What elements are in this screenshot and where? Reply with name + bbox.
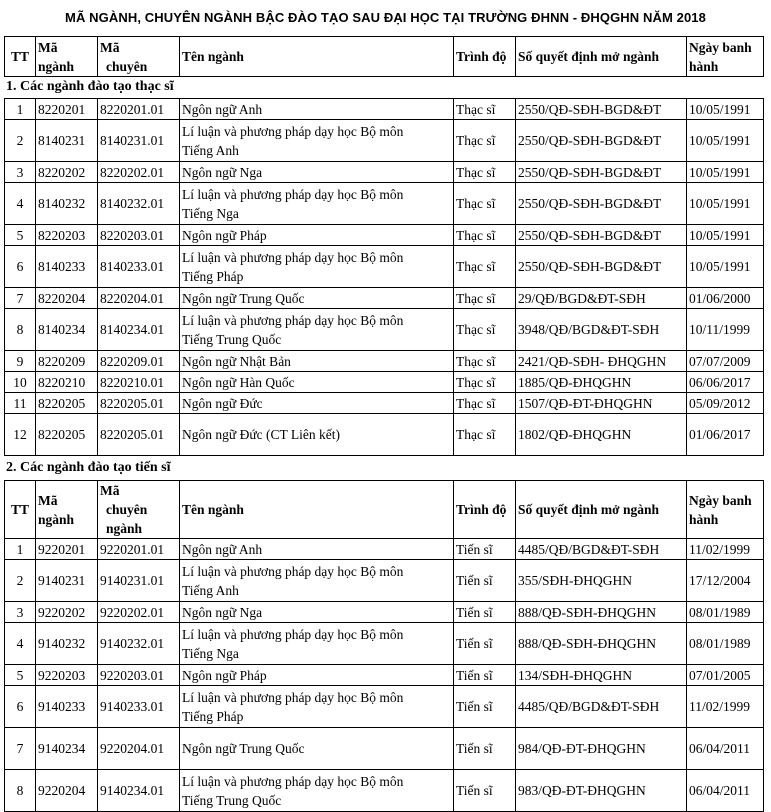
cell-trinh-do: Thạc sĩ bbox=[454, 309, 516, 351]
cell-so-quyet-dinh: 888/QĐ-SĐH-ĐHQGHN bbox=[516, 602, 687, 623]
cell-ma-chuyen: 9220203.01 bbox=[98, 665, 180, 686]
cell-ma-chuyen: 8220203.01 bbox=[98, 225, 180, 246]
header-table-doctoral bbox=[4, 480, 764, 539]
cell-so-quyet-dinh: 984/QĐ-ĐT-ĐHQGHN bbox=[516, 728, 687, 770]
cell-so-quyet-dinh: 2550/QĐ-SĐH-BGD&ĐT bbox=[516, 183, 687, 225]
cell-ngay-ban-hanh: 10/05/1991 bbox=[687, 99, 764, 120]
cell-ngay-ban-hanh: 10/05/1991 bbox=[687, 120, 764, 162]
cell-ma-chuyen: 8220202.01 bbox=[98, 162, 180, 183]
cell-ma-nganh: 8220204 bbox=[36, 288, 98, 309]
cell-ma-nganh: 9220204 bbox=[36, 770, 98, 812]
cell-so-quyet-dinh: 134/SĐH-ĐHQGHN bbox=[516, 665, 687, 686]
cell-ma-chuyen: 8220205.01 bbox=[98, 414, 180, 456]
cell-ten-nganh: Ngôn ngữ Pháp bbox=[180, 225, 454, 246]
cell-ma-chuyen: 8140231.01 bbox=[98, 120, 180, 162]
cell-tt: 10 bbox=[5, 372, 36, 393]
cell-tt: 12 bbox=[5, 414, 36, 456]
cell-ma-nganh: 9140232 bbox=[36, 623, 98, 665]
table-row bbox=[5, 623, 764, 665]
table-row bbox=[5, 539, 764, 560]
cell-ma-chuyen: 8220210.01 bbox=[98, 372, 180, 393]
header-ma-nganh: Mã ngành bbox=[36, 37, 98, 77]
header-trinh-do: Trình độ bbox=[454, 37, 516, 77]
table-row bbox=[5, 288, 764, 309]
cell-ma-chuyen: 9140234.01 bbox=[98, 770, 180, 812]
table-row bbox=[5, 602, 764, 623]
header-table-masters bbox=[4, 36, 764, 77]
cell-ma-nganh: 9140234 bbox=[36, 728, 98, 770]
cell-ten-nganh: Ngôn ngữ Trung Quốc bbox=[180, 728, 454, 770]
cell-ten-nganh: Lí luận và phương pháp dạy học Bộ môn Tiếng Nga bbox=[180, 183, 454, 225]
cell-ngay-ban-hanh: 07/01/2005 bbox=[687, 665, 764, 686]
cell-tt: 8 bbox=[5, 770, 36, 812]
cell-tt: 9 bbox=[5, 351, 36, 372]
header-trinh-do: Trình độ bbox=[454, 481, 516, 539]
cell-ma-nganh: 9140233 bbox=[36, 686, 98, 728]
cell-trinh-do: Tiến sĩ bbox=[454, 728, 516, 770]
cell-tt: 3 bbox=[5, 602, 36, 623]
table-row bbox=[5, 120, 764, 162]
cell-so-quyet-dinh: 888/QĐ-SĐH-ĐHQGHN bbox=[516, 623, 687, 665]
cell-ngay-ban-hanh: 10/05/1991 bbox=[687, 225, 764, 246]
cell-ten-nganh: Ngôn ngữ Trung Quốc bbox=[180, 288, 454, 309]
cell-ten-nganh: Ngôn ngữ Pháp bbox=[180, 665, 454, 686]
cell-ma-nganh: 8220202 bbox=[36, 162, 98, 183]
cell-ngay-ban-hanh: 01/06/2000 bbox=[687, 288, 764, 309]
cell-so-quyet-dinh: 4485/QĐ/BGD&ĐT-SĐH bbox=[516, 539, 687, 560]
cell-ngay-ban-hanh: 08/01/1989 bbox=[687, 602, 764, 623]
cell-tt: 5 bbox=[5, 225, 36, 246]
cell-tt: 1 bbox=[5, 99, 36, 120]
cell-trinh-do: Thạc sĩ bbox=[454, 288, 516, 309]
cell-trinh-do: Thạc sĩ bbox=[454, 414, 516, 456]
cell-ma-chuyen: 9220201.01 bbox=[98, 539, 180, 560]
cell-ma-nganh: 8140232 bbox=[36, 183, 98, 225]
cell-ten-nganh: Ngôn ngữ Anh bbox=[180, 99, 454, 120]
header-ma-nganh: Mã ngành bbox=[36, 481, 98, 539]
cell-tt: 1 bbox=[5, 539, 36, 560]
cell-ma-chuyen: 8220201.01 bbox=[98, 99, 180, 120]
cell-ma-nganh: 8140233 bbox=[36, 246, 98, 288]
cell-trinh-do: Tiến sĩ bbox=[454, 770, 516, 812]
cell-trinh-do: Thạc sĩ bbox=[454, 372, 516, 393]
cell-ten-nganh: Lí luận và phương pháp dạy học Bộ môn Tiếng Nga bbox=[180, 623, 454, 665]
cell-ngay-ban-hanh: 11/02/1999 bbox=[687, 539, 764, 560]
cell-trinh-do: Tiến sĩ bbox=[454, 665, 516, 686]
cell-ma-nganh: 8220203 bbox=[36, 225, 98, 246]
cell-ma-chuyen: 9140233.01 bbox=[98, 686, 180, 728]
cell-ngay-ban-hanh: 08/01/1989 bbox=[687, 623, 764, 665]
cell-so-quyet-dinh: 2550/QĐ-SĐH-BGD&ĐT bbox=[516, 162, 687, 183]
section-title-masters: 1. Các ngành đào tạo thạc sĩ bbox=[6, 79, 174, 94]
cell-so-quyet-dinh: 3948/QĐ/BGD&ĐT-SĐH bbox=[516, 309, 687, 351]
cell-ten-nganh: Lí luận và phương pháp dạy học Bộ môn Tiếng Anh bbox=[180, 120, 454, 162]
cell-tt: 6 bbox=[5, 246, 36, 288]
doctoral-table bbox=[4, 538, 764, 812]
header-tt: TT bbox=[5, 37, 36, 77]
cell-so-quyet-dinh: 2550/QĐ-SĐH-BGD&ĐT bbox=[516, 246, 687, 288]
cell-ma-chuyen: 8140232.01 bbox=[98, 183, 180, 225]
cell-ngay-ban-hanh: 05/09/2012 bbox=[687, 393, 764, 414]
cell-so-quyet-dinh: 2550/QĐ-SĐH-BGD&ĐT bbox=[516, 120, 687, 162]
table-row bbox=[5, 162, 764, 183]
cell-trinh-do: Thạc sĩ bbox=[454, 162, 516, 183]
cell-tt: 5 bbox=[5, 665, 36, 686]
cell-so-quyet-dinh: 1885/QĐ-ĐHQGHN bbox=[516, 372, 687, 393]
cell-ma-chuyen: 8220209.01 bbox=[98, 351, 180, 372]
cell-ma-chuyen: 8220205.01 bbox=[98, 393, 180, 414]
cell-tt: 4 bbox=[5, 183, 36, 225]
table-row bbox=[5, 225, 764, 246]
cell-ngay-ban-hanh: 10/05/1991 bbox=[687, 162, 764, 183]
header-ten-nganh: Tên ngành bbox=[180, 481, 454, 539]
cell-ngay-ban-hanh: 06/04/2011 bbox=[687, 728, 764, 770]
cell-trinh-do: Thạc sĩ bbox=[454, 351, 516, 372]
cell-trinh-do: Thạc sĩ bbox=[454, 393, 516, 414]
cell-ten-nganh: Ngôn ngữ Đức (CT Liên kết) bbox=[180, 414, 454, 456]
cell-ngay-ban-hanh: 01/06/2017 bbox=[687, 414, 764, 456]
table-row bbox=[5, 665, 764, 686]
cell-ma-nganh: 8220201 bbox=[36, 99, 98, 120]
cell-tt: 2 bbox=[5, 120, 36, 162]
page-title: MÃ NGÀNH, CHUYÊN NGÀNH BẬC ĐÀO TẠO SAU ĐẠI HỌC TẠI TRƯỜNG ĐHNN - ĐHQGHN NĂM 2018 bbox=[65, 10, 706, 25]
cell-ngay-ban-hanh: 10/11/1999 bbox=[687, 309, 764, 351]
cell-so-quyet-dinh: 2421/QĐ-SĐH- ĐHQGHN bbox=[516, 351, 687, 372]
masters-table bbox=[4, 98, 764, 456]
cell-so-quyet-dinh: 1507/QĐ-ĐT-ĐHQGHN bbox=[516, 393, 687, 414]
cell-ten-nganh: Lí luận và phương pháp dạy học Bộ môn Tiếng Anh bbox=[180, 560, 454, 602]
cell-ngay-ban-hanh: 11/02/1999 bbox=[687, 686, 764, 728]
cell-so-quyet-dinh: 2550/QĐ-SĐH-BGD&ĐT bbox=[516, 99, 687, 120]
cell-tt: 7 bbox=[5, 728, 36, 770]
cell-ten-nganh: Ngôn ngữ Hàn Quốc bbox=[180, 372, 454, 393]
section-title-doctoral: 2. Các ngành đào tạo tiến sĩ bbox=[6, 460, 171, 475]
cell-ten-nganh: Ngôn ngữ Anh bbox=[180, 539, 454, 560]
cell-ma-chuyen: 9220202.01 bbox=[98, 602, 180, 623]
cell-ngay-ban-hanh: 10/05/1991 bbox=[687, 183, 764, 225]
table-row bbox=[5, 414, 764, 456]
cell-so-quyet-dinh: 355/SĐH-ĐHQGHN bbox=[516, 560, 687, 602]
cell-ma-nganh: 8220209 bbox=[36, 351, 98, 372]
cell-trinh-do: Thạc sĩ bbox=[454, 99, 516, 120]
header-so-quyet-dinh: Số quyết định mở ngành bbox=[516, 481, 687, 539]
cell-trinh-do: Thạc sĩ bbox=[454, 246, 516, 288]
header-so-quyet-dinh: Số quyết định mở ngành bbox=[516, 37, 687, 77]
header-ngay-ban-hanh: Ngày banh hành bbox=[687, 37, 764, 77]
cell-ma-chuyen: 8140234.01 bbox=[98, 309, 180, 351]
header-ma-chuyen: Mã chuyên ngành bbox=[98, 481, 180, 539]
cell-ten-nganh: Ngôn ngữ Nga bbox=[180, 162, 454, 183]
cell-ngay-ban-hanh: 10/05/1991 bbox=[687, 246, 764, 288]
cell-tt: 8 bbox=[5, 309, 36, 351]
table-row bbox=[5, 728, 764, 770]
table-row bbox=[5, 372, 764, 393]
cell-trinh-do: Tiến sĩ bbox=[454, 623, 516, 665]
cell-tt: 2 bbox=[5, 560, 36, 602]
cell-ngay-ban-hanh: 17/12/2004 bbox=[687, 560, 764, 602]
cell-tt: 6 bbox=[5, 686, 36, 728]
cell-ma-nganh: 8220205 bbox=[36, 414, 98, 456]
table-row bbox=[5, 351, 764, 372]
cell-ma-nganh: 9220201 bbox=[36, 539, 98, 560]
cell-so-quyet-dinh: 983/QĐ-ĐT-ĐHQGHN bbox=[516, 770, 687, 812]
cell-ngay-ban-hanh: 06/04/2011 bbox=[687, 770, 764, 812]
cell-ten-nganh: Lí luận và phương pháp dạy học Bộ môn Tiếng Pháp bbox=[180, 686, 454, 728]
cell-ngay-ban-hanh: 07/07/2009 bbox=[687, 351, 764, 372]
cell-ma-chuyen: 8220204.01 bbox=[98, 288, 180, 309]
cell-ten-nganh: Lí luận và phương pháp dạy học Bộ môn Tiếng Trung Quốc bbox=[180, 309, 454, 351]
header-ngay-ban-hanh: Ngày banh hành bbox=[687, 481, 764, 539]
cell-ma-nganh: 9220203 bbox=[36, 665, 98, 686]
table-row bbox=[5, 686, 764, 728]
table-row bbox=[5, 770, 764, 812]
cell-so-quyet-dinh: 29/QĐ/BGD&ĐT-SĐH bbox=[516, 288, 687, 309]
cell-tt: 11 bbox=[5, 393, 36, 414]
table-row bbox=[5, 309, 764, 351]
cell-tt: 7 bbox=[5, 288, 36, 309]
header-tt: TT bbox=[5, 481, 36, 539]
cell-ma-chuyen: 9140232.01 bbox=[98, 623, 180, 665]
table-row bbox=[5, 560, 764, 602]
cell-ma-nganh: 8220205 bbox=[36, 393, 98, 414]
table-row bbox=[5, 393, 764, 414]
header-ma-chuyen: Mã chuyên bbox=[98, 37, 180, 77]
table-row bbox=[5, 99, 764, 120]
cell-tt: 3 bbox=[5, 162, 36, 183]
cell-ten-nganh: Ngôn ngữ Nga bbox=[180, 602, 454, 623]
cell-ma-chuyen: 9220204.01 bbox=[98, 728, 180, 770]
header-ten-nganh: Tên ngành bbox=[180, 37, 454, 77]
cell-so-quyet-dinh: 1802/QĐ-ĐHQGHN bbox=[516, 414, 687, 456]
cell-trinh-do: Tiến sĩ bbox=[454, 539, 516, 560]
cell-tt: 4 bbox=[5, 623, 36, 665]
cell-ma-nganh: 8220210 bbox=[36, 372, 98, 393]
cell-ma-nganh: 8140231 bbox=[36, 120, 98, 162]
cell-ten-nganh: Lí luận và phương pháp dạy học Bộ môn Tiếng Trung Quốc bbox=[180, 770, 454, 812]
cell-trinh-do: Tiến sĩ bbox=[454, 686, 516, 728]
cell-ma-nganh: 9220202 bbox=[36, 602, 98, 623]
table-row bbox=[5, 246, 764, 288]
cell-ten-nganh: Ngôn ngữ Đức bbox=[180, 393, 454, 414]
cell-trinh-do: Tiến sĩ bbox=[454, 602, 516, 623]
cell-ma-nganh: 8140234 bbox=[36, 309, 98, 351]
cell-so-quyet-dinh: 4485/QĐ/BGD&ĐT-SĐH bbox=[516, 686, 687, 728]
cell-ten-nganh: Ngôn ngữ Nhật Bản bbox=[180, 351, 454, 372]
cell-trinh-do: Thạc sĩ bbox=[454, 120, 516, 162]
cell-ma-chuyen: 9140231.01 bbox=[98, 560, 180, 602]
cell-trinh-do: Tiến sĩ bbox=[454, 560, 516, 602]
table-row bbox=[5, 183, 764, 225]
cell-ma-nganh: 9140231 bbox=[36, 560, 98, 602]
cell-ngay-ban-hanh: 06/06/2017 bbox=[687, 372, 764, 393]
cell-ten-nganh: Lí luận và phương pháp dạy học Bộ môn Tiếng Pháp bbox=[180, 246, 454, 288]
cell-so-quyet-dinh: 2550/QĐ-SĐH-BGD&ĐT bbox=[516, 225, 687, 246]
cell-ma-chuyen: 8140233.01 bbox=[98, 246, 180, 288]
cell-trinh-do: Thạc sĩ bbox=[454, 183, 516, 225]
cell-trinh-do: Thạc sĩ bbox=[454, 225, 516, 246]
